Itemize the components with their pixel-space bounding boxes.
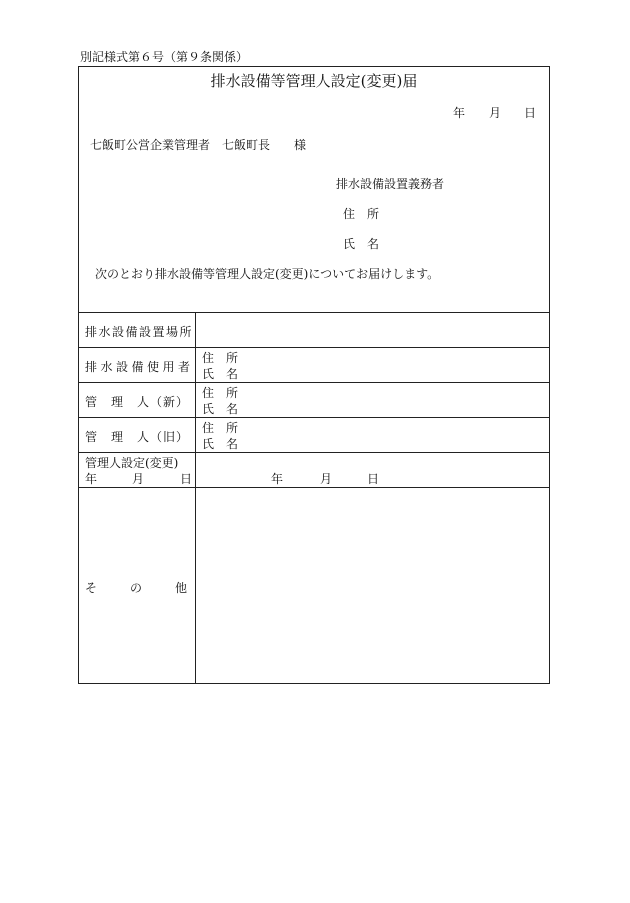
other-remarks-area[interactable] xyxy=(197,489,549,683)
header-date-year: 年 xyxy=(453,106,466,120)
setting-date-month[interactable]: 月 xyxy=(320,472,333,486)
manager-new-address-label[interactable]: 住所 xyxy=(202,386,251,400)
obligor-name-label: 氏名 xyxy=(343,237,392,251)
setting-date-day[interactable]: 日 xyxy=(367,472,380,486)
setting-date-year[interactable]: 年 xyxy=(271,472,284,486)
row-label-other: その他 xyxy=(85,581,221,595)
row-divider xyxy=(79,347,549,348)
obligor-address-label: 住所 xyxy=(343,207,392,221)
column-divider xyxy=(195,312,196,684)
header-date-month: 月 xyxy=(489,106,502,120)
row-divider xyxy=(79,417,549,418)
form-title: 排水設備等管理人設定(変更)届 xyxy=(210,72,418,90)
row-label-setting-date: 管理人設定(変更) xyxy=(85,456,179,470)
user-address-label[interactable]: 住所 xyxy=(202,351,251,365)
row-label-date-year: 年 xyxy=(85,472,98,486)
notification-form xyxy=(78,66,550,684)
row-divider xyxy=(79,382,549,383)
row-label-location: 排水設備設置場所 xyxy=(85,325,194,339)
row-divider xyxy=(79,487,549,488)
statement-text: 次のとおり排水設備等管理人設定(変更)についてお届けします。 xyxy=(95,267,440,281)
manager-new-name-label[interactable]: 氏名 xyxy=(202,402,251,416)
manager-old-address-label[interactable]: 住所 xyxy=(202,421,251,435)
table-top-border xyxy=(79,312,549,313)
row-label-user: 排水設備使用者 xyxy=(85,360,194,374)
addressee: 七飯町公営企業管理者 七飯町長 様 xyxy=(90,138,307,152)
user-name-label[interactable]: 氏名 xyxy=(202,367,251,381)
row-label-manager-old: 管 理 人（旧） xyxy=(85,430,190,444)
row-label-date-month: 月 xyxy=(132,472,145,486)
form-number-label: 別記様式第６号（第９条関係） xyxy=(80,50,249,64)
row-label-date-day: 日 xyxy=(180,472,193,486)
manager-old-name-label[interactable]: 氏名 xyxy=(202,437,251,451)
row-label-manager-new: 管 理 人（新） xyxy=(85,395,190,409)
obligor-label: 排水設備設置義務者 xyxy=(336,177,445,191)
header-date-day: 日 xyxy=(524,106,537,120)
row-divider xyxy=(79,452,549,453)
